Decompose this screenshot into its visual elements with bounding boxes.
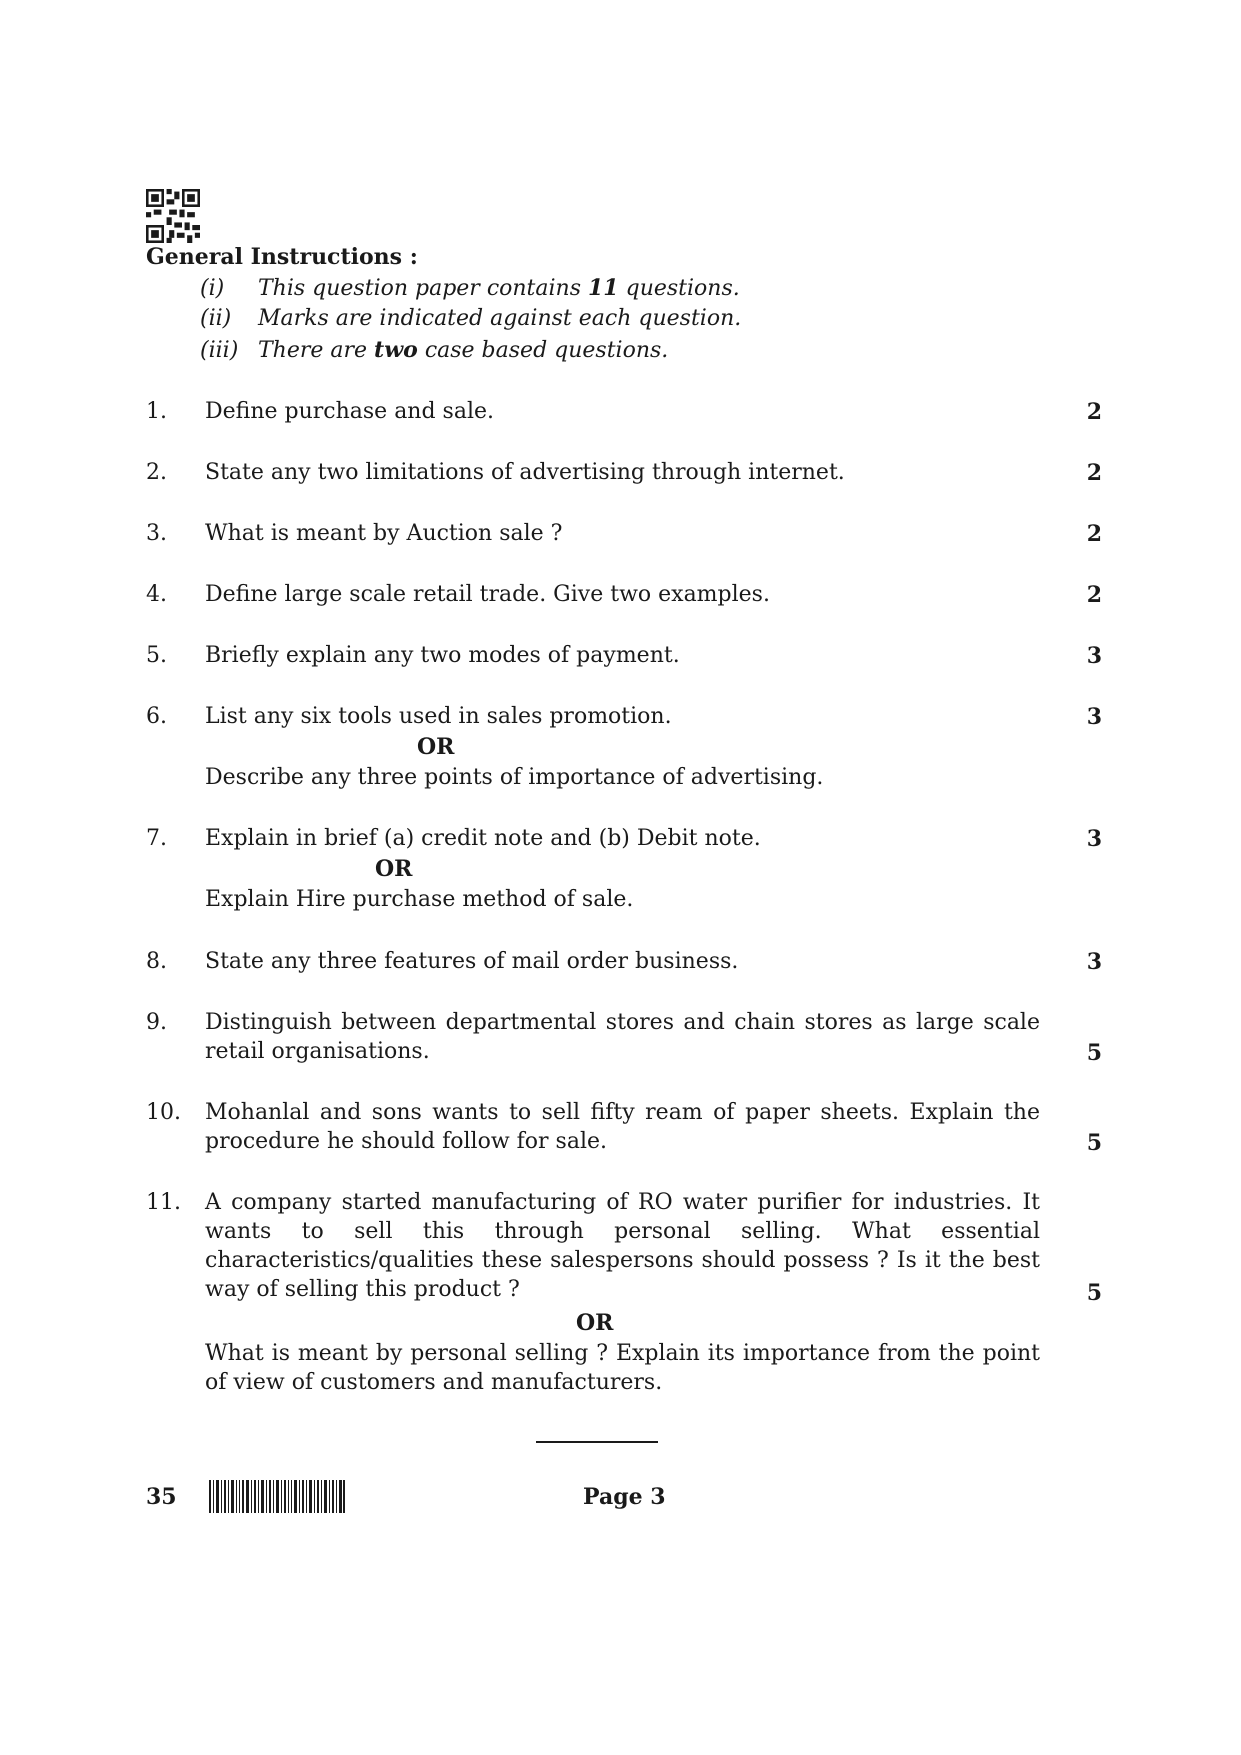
- question-number: 5.: [146, 643, 167, 668]
- instructions-title: General Instructions :: [146, 244, 418, 270]
- instruction-text: This question paper contains: [258, 276, 588, 301]
- question-text: What is meant by Auction sale ?: [205, 521, 563, 546]
- question-marks: 2: [1086, 521, 1102, 547]
- end-rule: [536, 1441, 658, 1443]
- question-text: Mohanlal and sons wants to sell fifty ream of paper sheets. Explain the procedure he should follow for sale.: [205, 1100, 1040, 1154]
- question-marks: 2: [1086, 399, 1102, 425]
- question-marks: 3: [1086, 704, 1102, 730]
- paper-code: 35: [146, 1484, 177, 1510]
- or-label: OR: [417, 734, 455, 760]
- instruction-item: [200, 275, 740, 301]
- instruction-text: Marks are indicated against each question.: [258, 306, 742, 331]
- question-alternative: Describe any three points of importance of advertising.: [205, 765, 824, 790]
- question-text: Briefly explain any two modes of payment.: [205, 643, 680, 668]
- question-text: State any two limitations of advertising through internet.: [205, 460, 845, 485]
- question-number: 1.: [146, 399, 167, 424]
- instruction-roman: (i): [200, 276, 225, 301]
- question-text: Define purchase and sale.: [205, 399, 495, 424]
- instruction-text: questions.: [618, 276, 740, 301]
- question-number: 3.: [146, 521, 167, 546]
- question-alternative: Explain Hire purchase method of sale.: [205, 887, 634, 912]
- or-label: OR: [576, 1310, 614, 1336]
- question-text: A company started manufacturing of RO water purifier for industries. It wants to sell this through personal selling. What essential characteristics/qualities these salespersons should possess ? Is it the best way of selling this product ?: [205, 1190, 1040, 1302]
- question-text: State any three features of mail order business.: [205, 949, 739, 974]
- question-marks: 2: [1086, 460, 1102, 486]
- instruction-emphasis: two: [374, 337, 418, 363]
- question-text: Explain in brief (a) credit note and (b) Debit note.: [205, 826, 761, 851]
- question-text: Distinguish between departmental stores and chain stores as large scale retail organisations.: [205, 1010, 1040, 1064]
- barcode: [209, 1480, 345, 1513]
- question-number: 9.: [146, 1010, 167, 1035]
- instruction-text: There are: [258, 338, 375, 363]
- question-marks: 5: [1086, 1280, 1102, 1306]
- question-number: 8.: [146, 949, 167, 974]
- question-number: 4.: [146, 582, 167, 607]
- instruction-roman: (ii): [200, 306, 232, 331]
- question-marks: 2: [1086, 582, 1102, 608]
- question-number: 11.: [146, 1190, 181, 1215]
- instruction-item: [200, 337, 668, 363]
- question-text: List any six tools used in sales promotion.: [205, 704, 672, 729]
- question-marks: 5: [1086, 1040, 1102, 1066]
- question-marks: 3: [1086, 643, 1102, 669]
- question-number: 2.: [146, 460, 167, 485]
- question-number: 10.: [146, 1100, 181, 1125]
- question-marks: 5: [1086, 1130, 1102, 1156]
- question-text: Define large scale retail trade. Give two examples.: [205, 582, 770, 607]
- instruction-emphasis: 11: [588, 275, 619, 301]
- instruction-item: [200, 306, 741, 331]
- qr-code: [146, 189, 200, 243]
- question-marks: 3: [1086, 826, 1102, 852]
- question-number: 6.: [146, 704, 167, 729]
- question-number: 7.: [146, 826, 167, 851]
- instruction-text: case based questions.: [417, 338, 669, 363]
- instruction-roman: (iii): [200, 338, 239, 363]
- question-marks: 3: [1086, 949, 1102, 975]
- question-alternative: What is meant by personal selling ? Explain its importance from the point of view of customers and manufacturers.: [205, 1341, 1040, 1395]
- page-number: Page 3: [583, 1484, 666, 1510]
- or-label: OR: [375, 856, 413, 882]
